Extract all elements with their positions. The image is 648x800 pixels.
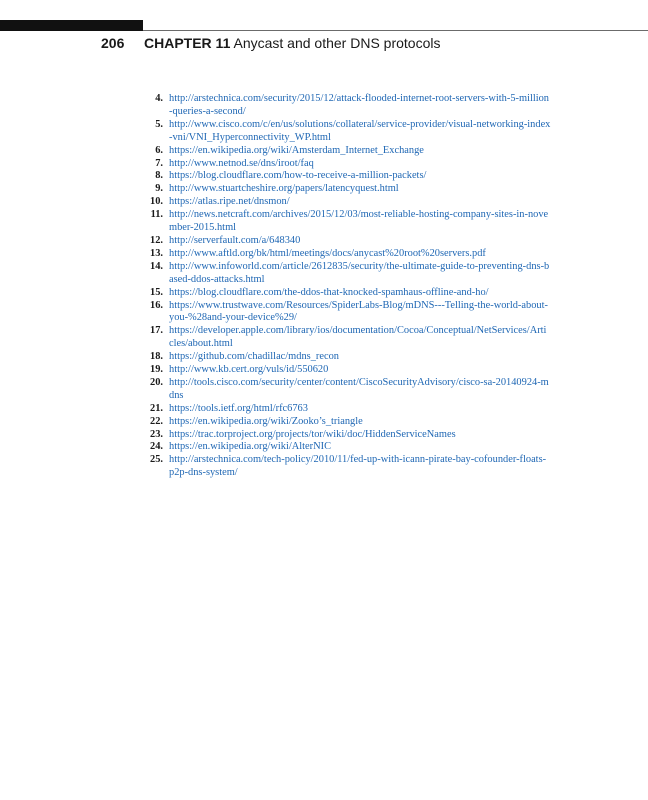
reference-link[interactable]: https://developer.apple.com/library/ios/documentation/Cocoa/Conceptual/NetServices/Articles/about.html xyxy=(169,325,547,350)
header-bar xyxy=(0,20,143,31)
reference-item xyxy=(135,441,555,454)
chapter-title: Anycast and other DNS protocols xyxy=(233,35,441,51)
reference-number: 9. xyxy=(155,183,163,195)
reference-link[interactable]: https://blog.cloudflare.com/how-to-receive-a-million-packets/ xyxy=(169,170,427,182)
reference-item xyxy=(135,325,555,351)
reference-number: 11. xyxy=(150,209,163,221)
reference-number: 6. xyxy=(155,144,163,156)
reference-link[interactable]: https://tools.ietf.org/html/rfc6763 xyxy=(169,402,308,414)
reference-number: 17. xyxy=(150,325,163,337)
reference-item xyxy=(135,364,555,377)
reference-item xyxy=(135,119,555,145)
reference-number: 19. xyxy=(150,364,163,376)
reference-link[interactable]: https://www.trustwave.com/Resources/SpiderLabs-Blog/mDNS---Telling-the-world-about-you-%28and-your-device%29/ xyxy=(169,299,548,324)
reference-link[interactable]: http://news.netcraft.com/archives/2015/12/03/most-reliable-hosting-company-sites-in-november-2015.html xyxy=(169,209,549,234)
reference-number: 15. xyxy=(150,286,163,298)
reference-number: 25. xyxy=(150,454,163,466)
reference-link[interactable]: http://serverfault.com/a/648340 xyxy=(169,234,301,246)
reference-number: 24. xyxy=(150,441,163,453)
reference-number: 20. xyxy=(150,376,163,388)
reference-link[interactable]: https://en.wikipedia.org/wiki/Amsterdam_Internet_Exchange xyxy=(169,144,424,156)
reference-link[interactable]: https://blog.cloudflare.com/the-ddos-that-knocked-spamhaus-offline-and-ho/ xyxy=(169,286,489,298)
reference-link[interactable]: http://tools.cisco.com/security/center/content/CiscoSecurityAdvisory/cisco-sa-20140924-mdns xyxy=(169,376,549,401)
reference-item xyxy=(135,377,555,403)
reference-item xyxy=(135,403,555,416)
reference-item xyxy=(135,170,555,183)
reference-number: 4. xyxy=(155,93,163,104)
reference-number: 21. xyxy=(150,402,163,414)
reference-number: 10. xyxy=(150,196,163,208)
reference-link[interactable]: http://arstechnica.com/security/2015/12/attack-flooded-internet-root-servers-with-5-million-queries-a-second/ xyxy=(169,93,550,117)
reference-item xyxy=(135,93,555,119)
reference-number: 14. xyxy=(150,260,163,272)
reference-item xyxy=(135,454,555,480)
reference-number: 23. xyxy=(150,428,163,440)
reference-link[interactable]: http://www.kb.cert.org/vuls/id/550620 xyxy=(169,364,329,376)
reference-number: 22. xyxy=(150,415,163,427)
reference-number: 7. xyxy=(155,157,163,169)
reference-item xyxy=(135,300,555,326)
reference-item xyxy=(135,235,555,248)
reference-list xyxy=(135,93,555,480)
reference-link[interactable]: http://www.cisco.com/c/en/us/solutions/collateral/service-provider/visual-networking-index-vni/VNI_Hyperconnectivity_WP.html xyxy=(169,118,551,143)
reference-number: 5. xyxy=(155,118,163,130)
reference-link[interactable]: https://atlas.ripe.net/dnsmon/ xyxy=(169,196,290,208)
reference-item xyxy=(135,287,555,300)
page-number: 206 xyxy=(101,35,125,51)
reference-number: 8. xyxy=(155,170,163,182)
reference-item xyxy=(135,416,555,429)
reference-link[interactable]: http://www.infoworld.com/article/2612835/security/the-ultimate-guide-to-preventing-dns-based-ddos-attacks.html xyxy=(169,260,550,285)
reference-link[interactable]: http://www.aftld.org/bk/html/meetings/docs/anycast%20root%20servers.pdf xyxy=(169,247,486,259)
reference-item xyxy=(135,183,555,196)
chapter-heading xyxy=(144,35,440,51)
reference-item xyxy=(135,145,555,158)
reference-link[interactable]: http://arstechnica.com/tech-policy/2010/11/fed-up-with-icann-pirate-bay-cofounder-floats-p2p-dns-system/ xyxy=(169,454,547,479)
reference-link[interactable]: http://www.stuartcheshire.org/papers/latencyquest.html xyxy=(169,183,399,195)
header-rule xyxy=(143,30,648,31)
chapter-number: CHAPTER 11 xyxy=(144,35,231,51)
reference-link[interactable]: https://en.wikipedia.org/wiki/Zooko’s_triangle xyxy=(169,415,363,427)
reference-number: 12. xyxy=(150,234,163,246)
reference-item xyxy=(135,158,555,171)
reference-item xyxy=(135,261,555,287)
reference-number: 18. xyxy=(150,351,163,363)
reference-link[interactable]: https://en.wikipedia.org/wiki/AlterNIC xyxy=(169,441,331,453)
reference-item xyxy=(135,351,555,364)
reference-item xyxy=(135,196,555,209)
reference-link[interactable]: https://trac.torproject.org/projects/tor/wiki/doc/HiddenServiceNames xyxy=(169,428,456,440)
reference-item xyxy=(135,429,555,442)
reference-item xyxy=(135,209,555,235)
reference-link[interactable]: https://github.com/chadillac/mdns_recon xyxy=(169,351,339,363)
reference-link[interactable]: http://www.netnod.se/dns/iroot/faq xyxy=(169,157,314,169)
reference-number: 16. xyxy=(150,299,163,311)
reference-number: 13. xyxy=(150,247,163,259)
reference-item xyxy=(135,248,555,261)
